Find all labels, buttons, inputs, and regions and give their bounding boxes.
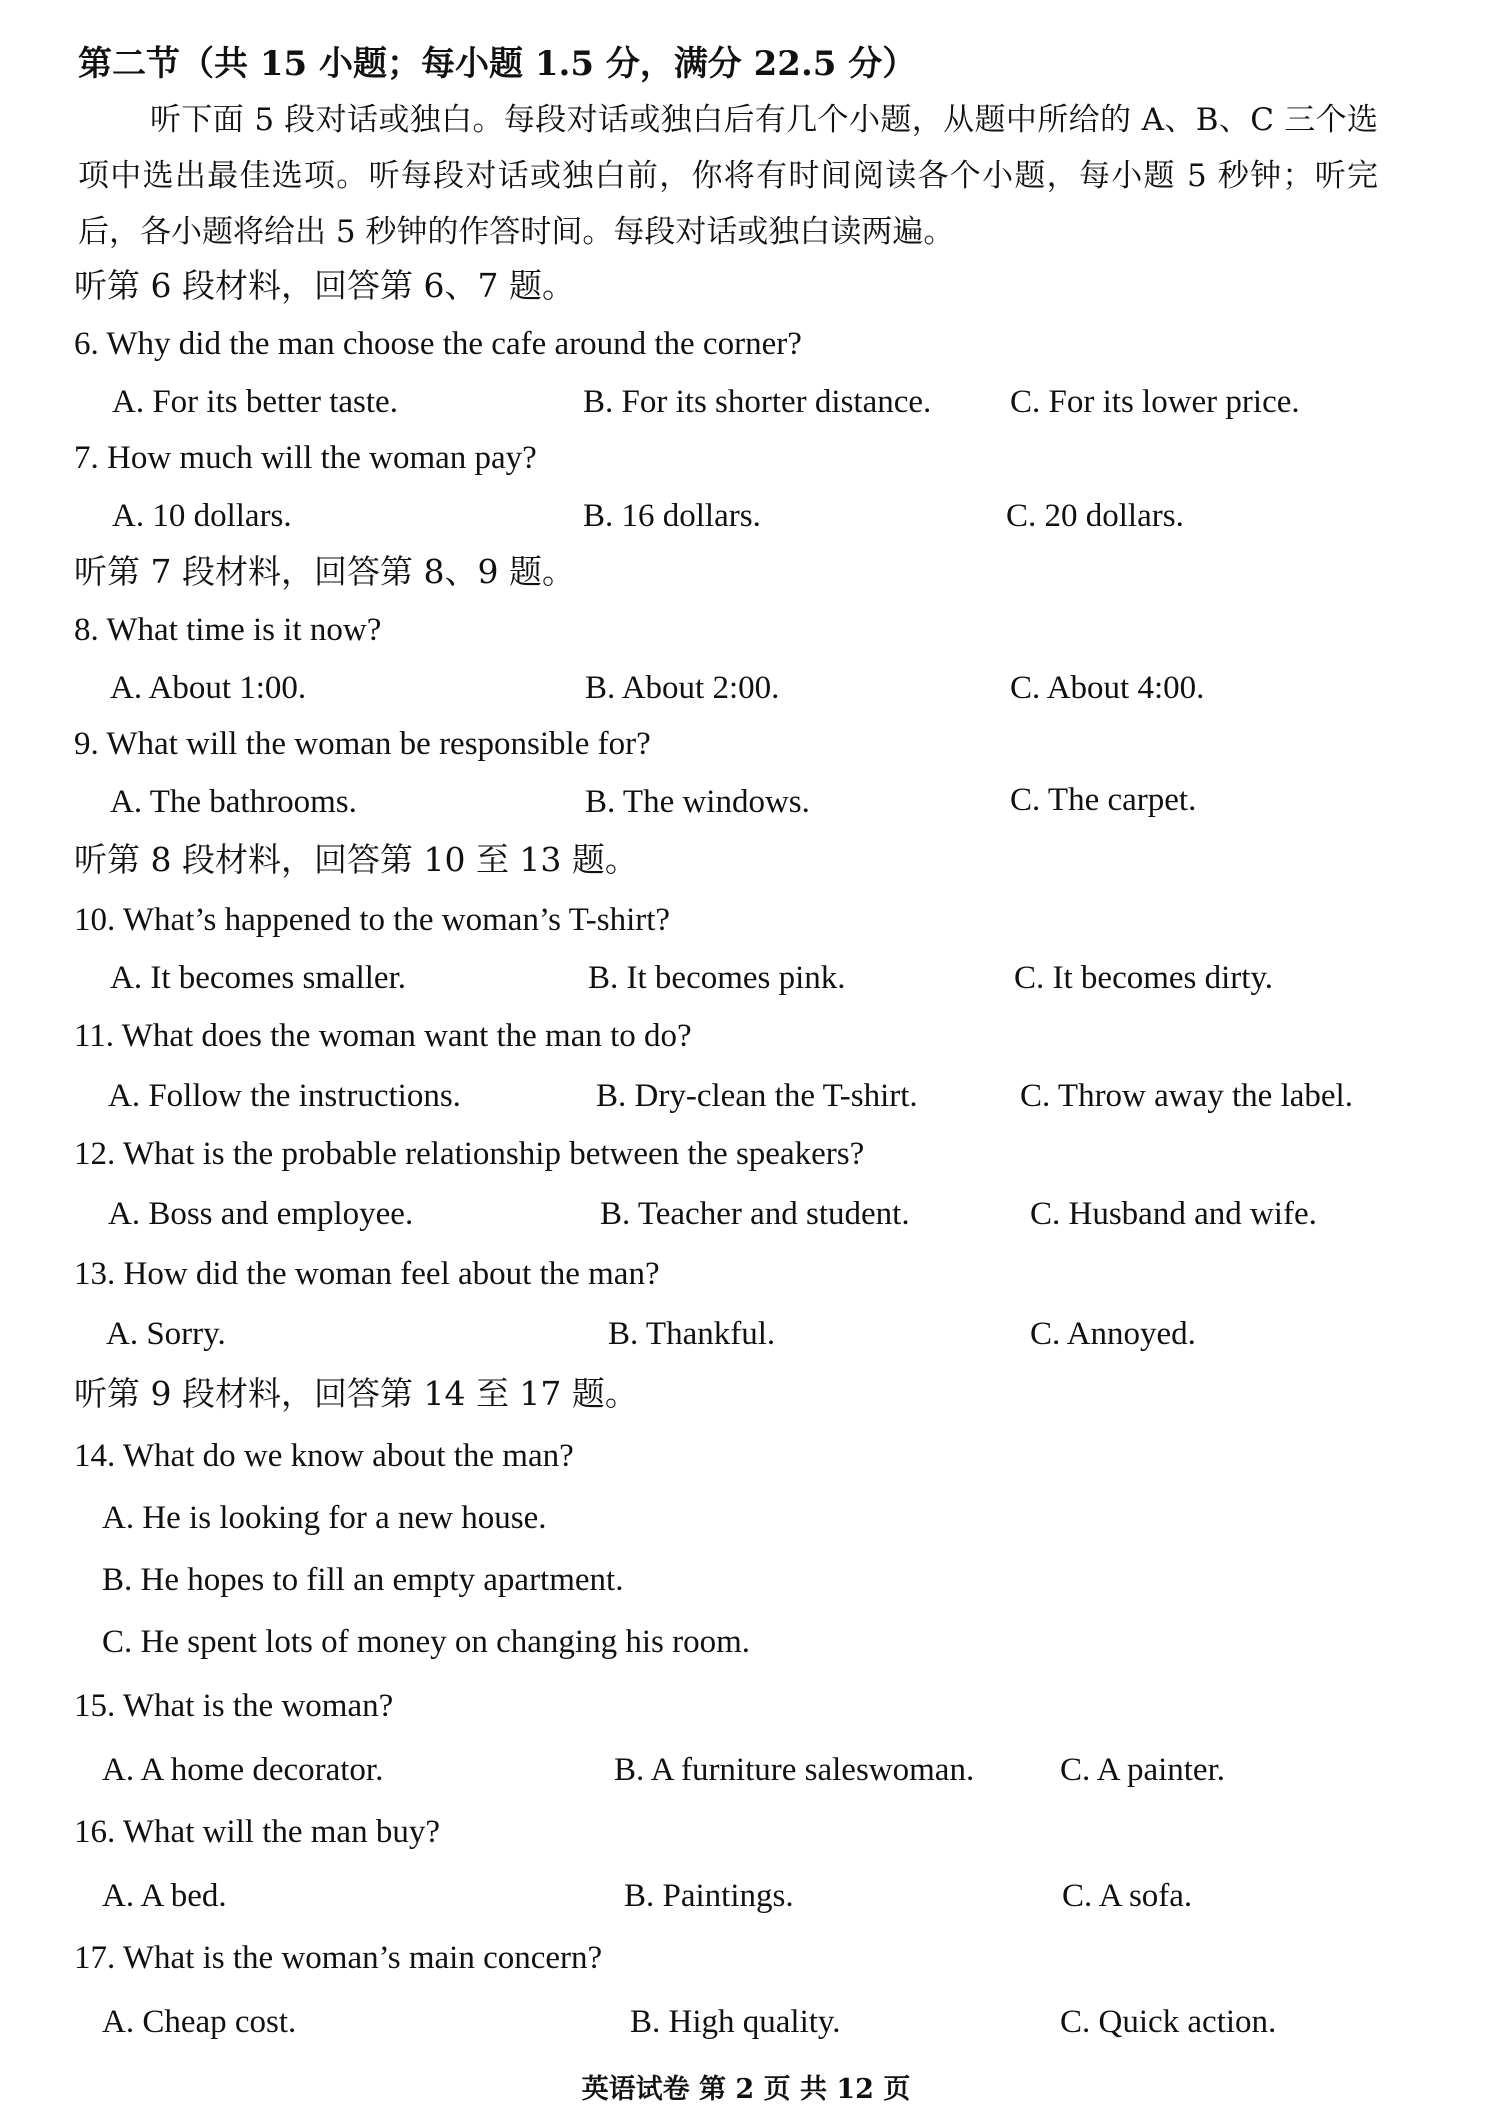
option-13b: B. Thankful. (608, 1316, 776, 1352)
option-14a: A. He is looking for a new house. (102, 1500, 547, 1536)
question-15: 15. What is the woman? (74, 1688, 394, 1724)
option-10b: B. It becomes pink. (588, 960, 846, 996)
option-8a: A. About 1:00. (110, 670, 307, 706)
option-6b: B. For its shorter distance. (583, 384, 932, 420)
question-9: 9. What will the woman be responsible for? (74, 726, 651, 762)
option-14b: B. He hopes to fill an empty apartment. (102, 1562, 624, 1598)
option-16a: A. A bed. (102, 1878, 227, 1914)
option-13a: A. Sorry. (106, 1316, 226, 1352)
question-17: 17. What is the woman’s main concern? (74, 1940, 603, 1976)
option-16c: C. A sofa. (1062, 1878, 1193, 1914)
option-8c: C. About 4:00. (1010, 670, 1205, 706)
option-17c: C. Quick action. (1060, 2004, 1277, 2040)
option-12c: C. Husband and wife. (1030, 1196, 1317, 1232)
option-6a: A. For its better taste. (112, 384, 398, 420)
option-9c: C. The carpet. (1010, 782, 1197, 818)
option-9b: B. The windows. (585, 784, 810, 820)
option-12b: B. Teacher and student. (600, 1196, 910, 1232)
option-16b: B. Paintings. (624, 1878, 794, 1914)
segment-heading: 听第 9 段材料，回答第 14 至 17 题。 (74, 1374, 638, 1413)
question-14: 14. What do we know about the man? (74, 1438, 574, 1474)
segment-heading: 听第 7 段材料，回答第 8、9 题。 (74, 552, 575, 591)
segment-heading: 听第 8 段材料，回答第 10 至 13 题。 (74, 840, 638, 879)
segment-heading: 听第 6 段材料，回答第 6、7 题。 (74, 266, 575, 305)
option-17a: A. Cheap cost. (102, 2004, 297, 2040)
option-12a: A. Boss and employee. (108, 1196, 414, 1232)
option-11a: A. Follow the instructions. (108, 1078, 461, 1114)
option-8b: B. About 2:00. (585, 670, 780, 706)
question-13: 13. How did the woman feel about the man? (74, 1256, 660, 1292)
question-10: 10. What’s happened to the woman’s T-shirt? (74, 902, 671, 938)
option-7c: C. 20 dollars. (1006, 498, 1184, 534)
option-6c: C. For its lower price. (1010, 384, 1300, 420)
option-13c: C. Annoyed. (1030, 1316, 1196, 1352)
option-10c: C. It becomes dirty. (1014, 960, 1274, 996)
question-12: 12. What is the probable relationship between the speakers? (74, 1136, 865, 1172)
question-8: 8. What time is it now? (74, 612, 382, 648)
section-title: 第二节（共 15 小题；每小题 1.5 分，满分 22.5 分） (78, 44, 917, 84)
option-9a: A. The bathrooms. (110, 784, 357, 820)
option-7a: A. 10 dollars. (112, 498, 292, 534)
option-10a: A. It becomes smaller. (110, 960, 407, 996)
option-14c: C. He spent lots of money on changing his room. (102, 1624, 751, 1660)
question-16: 16. What will the man buy? (74, 1814, 440, 1850)
option-11b: B. Dry-clean the T-shirt. (596, 1078, 918, 1114)
option-15a: A. A home decorator. (102, 1752, 384, 1788)
question-6: 6. Why did the man choose the cafe around the corner? (74, 326, 802, 362)
option-15b: B. A furniture saleswoman. (614, 1752, 975, 1788)
option-15c: C. A painter. (1060, 1752, 1225, 1788)
section-instructions: 听下面 5 段对话或独白。每段对话或独白后有几个小题，从题中所给的 A、B、C 三个选项中选出最佳选项。听每段对话或独白前，你将有时间阅读各个小题，每小题 5 秒钟；听完后，各小题将给出 5 秒钟的作答时间。每段对话或独白读两遍。 (78, 102, 1378, 250)
option-17b: B. High quality. (630, 2004, 841, 2040)
question-11: 11. What does the woman want the man to do? (74, 1018, 692, 1054)
option-7b: B. 16 dollars. (583, 498, 761, 534)
question-7: 7. How much will the woman pay? (74, 440, 537, 476)
page-footer: 英语试卷 第 2 页 共 12 页 (581, 2074, 911, 2105)
option-11c: C. Throw away the label. (1020, 1078, 1353, 1114)
